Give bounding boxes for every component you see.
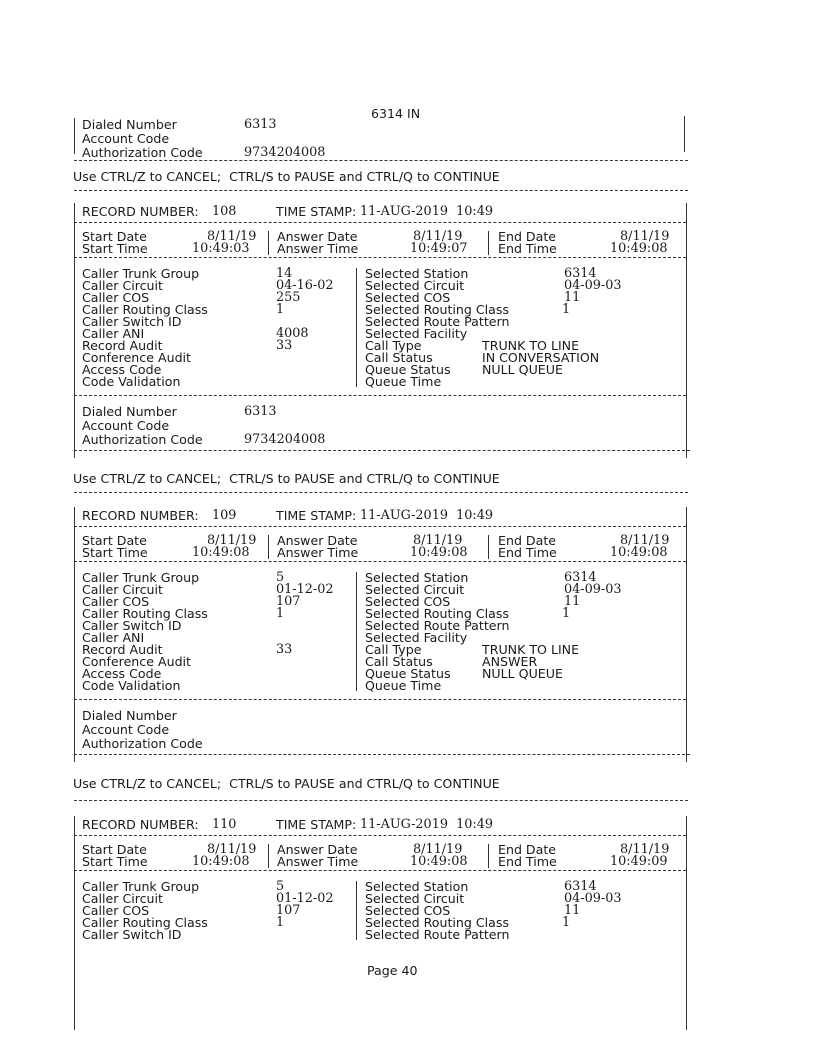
border-line (268, 535, 269, 559)
end-time-value: 10:49:08 (610, 241, 668, 256)
end-date-label: End Date (498, 842, 557, 857)
call-status-label: Call Status (365, 654, 433, 669)
start-date-value: 8/11/19 (207, 533, 257, 548)
queue-status-label: Queue Status (365, 666, 451, 681)
continue-message: Use CTRL/Z to CANCEL; CTRL/S to PAUSE and CTRL/Q to CONTINUE (73, 776, 500, 791)
start-date-label: Start Date (82, 842, 147, 857)
selected-routing-class-label: Selected Routing Class (365, 915, 510, 930)
answer-time-value: 10:49:08 (410, 545, 468, 560)
start-time-label: Start Time (82, 854, 148, 869)
selected-facility-label: Selected Facility (365, 630, 468, 645)
dashed-rule (74, 835, 686, 836)
authorization-code-label: Authorization Code (82, 736, 203, 751)
border-line (488, 844, 489, 868)
access-code-label: Access Code (82, 666, 162, 681)
record-audit-label: Record Audit (82, 338, 163, 353)
queue-time-label: Queue Time (365, 678, 442, 693)
time-stamp-value: 11-AUG-2019 10:49 (360, 204, 493, 219)
call-type-label: Call Type (365, 338, 422, 353)
border-line (268, 231, 269, 255)
answer-time-label: Answer Time (277, 854, 359, 869)
dashed-rule (74, 526, 686, 527)
dashed-rule (74, 800, 688, 801)
dashed-rule (74, 190, 688, 191)
start-date-value: 8/11/19 (207, 842, 257, 857)
start-time-value: 10:49:03 (192, 241, 250, 256)
end-date-value: 8/11/19 (620, 533, 670, 548)
authorization-code-value: 9734204008 (244, 432, 326, 447)
answer-date-value: 8/11/19 (413, 229, 463, 244)
end-date-label: End Date (498, 229, 557, 244)
border-line (268, 844, 269, 868)
selected-circuit-label: Selected Circuit (365, 278, 465, 293)
end-time-value: 10:49:08 (610, 545, 668, 560)
call-type-value: TRUNK TO LINE (482, 338, 580, 353)
code-validation-label: Code Validation (82, 678, 181, 693)
record-number-label: RECORD NUMBER: (82, 508, 199, 523)
border-line (488, 535, 489, 559)
dialed-number-label: Dialed Number (82, 404, 177, 419)
answer-date-label: Answer Date (277, 842, 358, 857)
selected-cos-value: 11 (564, 290, 581, 305)
start-date-value: 8/11/19 (207, 229, 257, 244)
selected-route-pattern-label: Selected Route Pattern (365, 314, 510, 329)
record-number-value: 109 (212, 508, 237, 523)
answer-time-value: 10:49:07 (410, 241, 468, 256)
caller-switch-id-label: Caller Switch ID (82, 618, 182, 633)
selected-routing-class-value: 1 (562, 606, 571, 621)
selected-cos-label: Selected COS (365, 903, 451, 918)
end-date-value: 8/11/19 (620, 229, 670, 244)
answer-date-value: 8/11/19 (413, 842, 463, 857)
start-time-label: Start Time (82, 241, 148, 256)
end-date-label: End Date (498, 533, 557, 548)
dashed-rule (74, 450, 690, 451)
selected-cos-label: Selected COS (365, 290, 451, 305)
record-number-label: RECORD NUMBER: (82, 817, 199, 832)
border-line (356, 881, 357, 940)
call-type-label: Call Type (365, 642, 422, 657)
dashed-rule (74, 699, 686, 700)
dashed-rule (74, 222, 686, 223)
dashed-rule (74, 160, 688, 161)
record-number-value: 108 (212, 204, 237, 219)
record-audit-value: 33 (276, 642, 293, 657)
selected-routing-class-label: Selected Routing Class (365, 606, 510, 621)
code-validation-label: Code Validation (82, 374, 181, 389)
selected-station-label: Selected Station (365, 266, 469, 281)
dialed-number-label: Dialed Number (82, 708, 177, 723)
end-time-label: End Time (498, 545, 557, 560)
continue-message: Use CTRL/Z to CANCEL; CTRL/S to PAUSE and CTRL/Q to CONTINUE (73, 169, 500, 184)
caller-ani-label: Caller ANI (82, 326, 145, 341)
caller-circuit-label: Caller Circuit (82, 278, 163, 293)
selected-circuit-value: 04-09-03 (564, 582, 622, 597)
dialed-number-value: 6313 (244, 404, 277, 419)
record-number-label: RECORD NUMBER: (82, 204, 199, 219)
border-line (684, 116, 685, 152)
answer-time-label: Answer Time (277, 241, 359, 256)
border-line (74, 118, 75, 154)
record-audit-value: 33 (276, 338, 293, 353)
border-line (686, 816, 687, 1030)
authorization-code-value: 9734204008 (244, 145, 326, 160)
caller-cos-label: Caller COS (82, 594, 150, 609)
call-status-value: IN CONVERSATION (482, 350, 600, 365)
border-line (74, 203, 75, 458)
account-code-label: Account Code (82, 722, 170, 737)
caller-routing-class-label: Caller Routing Class (82, 915, 208, 930)
conference-audit-label: Conference Audit (82, 654, 191, 669)
caller-trunk-group-label: Caller Trunk Group (82, 266, 200, 281)
queue-status-value: NULL QUEUE (482, 362, 563, 377)
end-time-label: End Time (498, 241, 557, 256)
caller-routing-class-value: 1 (276, 302, 285, 317)
account-code-label: Account Code (82, 418, 170, 433)
dashed-rule (74, 492, 688, 493)
selected-route-pattern-label: Selected Route Pattern (365, 927, 510, 942)
page-number: Page 40 (367, 963, 418, 978)
selected-routing-class-label: Selected Routing Class (365, 302, 510, 317)
answer-date-label: Answer Date (277, 533, 358, 548)
authorization-code-label: Authorization Code (82, 432, 203, 447)
border-line (356, 268, 357, 387)
call-status-value: ANSWER (482, 654, 538, 669)
caller-routing-class-value: 1 (276, 915, 285, 930)
caller-routing-class-label: Caller Routing Class (82, 606, 208, 621)
time-stamp-label: TIME STAMP: (276, 508, 357, 523)
time-stamp-value: 11-AUG-2019 10:49 (360, 508, 493, 523)
call-status-label: Call Status (365, 350, 433, 365)
selected-circuit-value: 04-09-03 (564, 278, 622, 293)
caller-cos-value: 255 (276, 290, 301, 305)
caller-circuit-value: 01-12-02 (276, 891, 334, 906)
caller-cos-label: Caller COS (82, 290, 150, 305)
caller-trunk-group-label: Caller Trunk Group (82, 879, 200, 894)
end-time-value: 10:49:09 (610, 854, 668, 869)
caller-circuit-value: 04-16-02 (276, 278, 334, 293)
answer-time-value: 10:49:08 (410, 854, 468, 869)
start-date-label: Start Date (82, 533, 147, 548)
continue-message: Use CTRL/Z to CANCEL; CTRL/S to PAUSE and CTRL/Q to CONTINUE (73, 471, 500, 486)
start-time-value: 10:49:08 (192, 854, 250, 869)
time-stamp-value: 11-AUG-2019 10:49 (360, 817, 493, 832)
call-type-value: TRUNK TO LINE (482, 642, 580, 657)
dialed-number-value: 6313 (244, 117, 277, 132)
selected-route-pattern-label: Selected Route Pattern (365, 618, 510, 633)
selected-facility-label: Selected Facility (365, 326, 468, 341)
end-time-label: End Time (498, 854, 557, 869)
selected-cos-value: 11 (564, 594, 581, 609)
answer-date-label: Answer Date (277, 229, 358, 244)
dashed-rule (74, 395, 686, 396)
caller-routing-class-label: Caller Routing Class (82, 302, 208, 317)
answer-date-value: 8/11/19 (413, 533, 463, 548)
caller-trunk-group-value: 5 (276, 879, 285, 894)
time-stamp-label: TIME STAMP: (276, 204, 357, 219)
end-date-value: 8/11/19 (620, 842, 670, 857)
dashed-rule (74, 561, 686, 562)
answer-time-label: Answer Time (277, 545, 359, 560)
page-header: 6314 IN (371, 106, 421, 121)
caller-cos-label: Caller COS (82, 903, 150, 918)
queue-status-label: Queue Status (365, 362, 451, 377)
caller-trunk-group-value: 5 (276, 570, 285, 585)
record-audit-label: Record Audit (82, 642, 163, 657)
caller-trunk-group-value: 14 (276, 266, 293, 281)
dashed-rule (74, 257, 686, 258)
conference-audit-label: Conference Audit (82, 350, 191, 365)
dashed-rule (74, 870, 686, 871)
start-time-label: Start Time (82, 545, 148, 560)
caller-ani-label: Caller ANI (82, 630, 145, 645)
selected-circuit-label: Selected Circuit (365, 891, 465, 906)
caller-ani-value: 4008 (276, 326, 309, 341)
selected-cos-value: 11 (564, 903, 581, 918)
caller-circuit-label: Caller Circuit (82, 582, 163, 597)
queue-time-label: Queue Time (365, 374, 442, 389)
caller-circuit-label: Caller Circuit (82, 891, 163, 906)
caller-cos-value: 107 (276, 594, 301, 609)
account-code-label: Account Code (82, 131, 170, 146)
border-line (488, 231, 489, 255)
selected-circuit-label: Selected Circuit (365, 582, 465, 597)
border-line (686, 507, 687, 762)
caller-trunk-group-label: Caller Trunk Group (82, 570, 200, 585)
border-line (74, 507, 75, 762)
queue-status-value: NULL QUEUE (482, 666, 563, 681)
caller-switch-id-label: Caller Switch ID (82, 927, 182, 942)
selected-station-value: 6314 (564, 879, 597, 894)
start-date-label: Start Date (82, 229, 147, 244)
caller-routing-class-value: 1 (276, 606, 285, 621)
selected-routing-class-value: 1 (562, 302, 571, 317)
access-code-label: Access Code (82, 362, 162, 377)
selected-station-value: 6314 (564, 266, 597, 281)
dashed-rule (74, 754, 690, 755)
selected-circuit-value: 04-09-03 (564, 891, 622, 906)
selected-station-label: Selected Station (365, 570, 469, 585)
record-number-value: 110 (212, 817, 237, 832)
start-time-value: 10:49:08 (192, 545, 250, 560)
border-line (74, 816, 75, 1030)
dialed-number-label: Dialed Number (82, 117, 177, 132)
caller-switch-id-label: Caller Switch ID (82, 314, 182, 329)
border-line (686, 203, 687, 458)
selected-station-label: Selected Station (365, 879, 469, 894)
selected-routing-class-value: 1 (562, 915, 571, 930)
selected-station-value: 6314 (564, 570, 597, 585)
time-stamp-label: TIME STAMP: (276, 817, 357, 832)
caller-circuit-value: 01-12-02 (276, 582, 334, 597)
authorization-code-label: Authorization Code (82, 145, 203, 160)
selected-cos-label: Selected COS (365, 594, 451, 609)
caller-cos-value: 107 (276, 903, 301, 918)
border-line (356, 572, 357, 691)
